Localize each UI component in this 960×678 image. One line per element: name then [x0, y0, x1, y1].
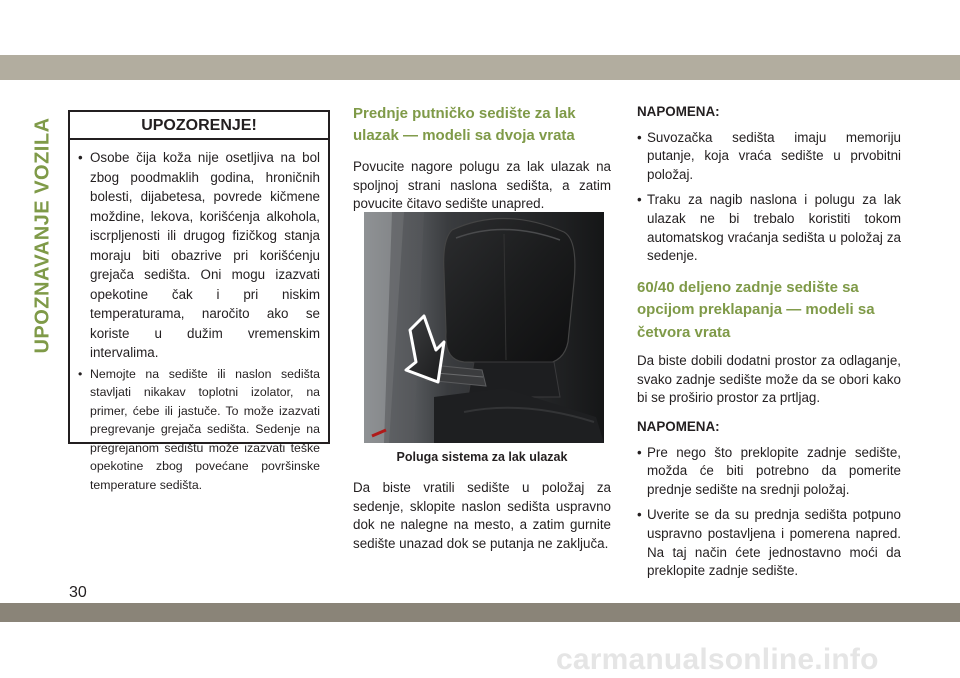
seat-lever-illustration [364, 212, 604, 443]
note-label: NAPOMENA: [637, 104, 720, 119]
rear-seat-description: Da biste dobili dodatni prostor za odlaganje, svako zadnje sedište može da se obori kako bi se proširio prostor za prtljag. [637, 353, 901, 406]
note-item [637, 129, 901, 185]
seat-lever-photo [364, 212, 604, 443]
warning-box [68, 110, 330, 493]
note-item-text: Traku za nagib naslona i polugu za lak ulazak ne bi trebalo koristiti tokom automatskog vraćanja sedišta u položaj za sedenje. [647, 192, 901, 264]
return-seat-instructions: Da biste vratili sedište u položaj za sedenje, sklopite naslon sedišta uspravno dok ne nalegne na mesto, a zatim gurnite sedište unazad dok se putanja ne zaključa. [353, 480, 611, 551]
warning-item-text: Osobe čija koža nije osetljiva na bol zbog poodmaklih godina, hroničnih bolesti, dijabetesa, povrede kičmene moždine, lekova, korišćenja alkohola, iscrpljenosti ili drugog fizičkog stanja moraju biti obazrive pri korišćenju grejača sedišta. Oni mogu izazvati opekotine čak i pri niskim temperaturama, naročito ako se koriste u dužim vremenskim intervalima. [90, 150, 320, 360]
warning-list [70, 148, 328, 495]
bullet-icon: • [78, 366, 83, 381]
right-column [637, 103, 901, 581]
note-label: NAPOMENA: [637, 419, 720, 435]
bottom-color-band [0, 603, 960, 622]
warning-title: UPOZORENJE! [70, 112, 328, 140]
note-item-text: Uverite se da su prednja sedišta potpuno uspravno postavljena i pomerena napred. Na taj način ćete jednostavno moći da preklopite zadnje sedište. [647, 507, 901, 579]
note-item-text: Pre nego što preklopite zadnje sedište, možda će biti potrebno da pomerite prednje sedište na srednji položaj. [647, 444, 901, 497]
page-number: 30 [69, 584, 87, 601]
site-watermark: carmanualsonline.info [556, 643, 879, 676]
bullet-icon: • [637, 444, 642, 460]
note-list [637, 444, 901, 581]
note-item [637, 444, 901, 500]
note-list [637, 129, 901, 266]
easy-entry-instructions: Povucite nagore polugu za lak ulazak na spoljnoj strani naslona sedišta, a zatim povucite čitavo sedište unapred. [353, 159, 611, 212]
note-item [637, 191, 901, 265]
photo-caption: Poluga sistema za lak ulazak [396, 450, 568, 464]
bullet-icon: • [637, 192, 642, 208]
warning-item [78, 148, 320, 363]
top-color-band [0, 55, 960, 80]
warning-item-text: Nemojte na sedište ili naslon sedišta stavljati nikakav toplotni izolator, na primer, ćebe ili jastuče. To može izazvati pregrevanje grejača sedišta. Sedenje na pregrejanom sedištu može izazvati teške opekotine zbog povećane površinske temperature sedišta. [90, 366, 320, 493]
bullet-icon: • [78, 150, 83, 165]
section-heading-rear-seat: 60/40 deljeno zadnje sedište sa opcijom preklapanja — modeli sa četvora vrata [637, 278, 875, 341]
note-item [637, 506, 901, 580]
section-side-label [30, 90, 56, 380]
note-item-text: Suvozačka sedišta imaju memoriju putanje, koja vraća sedište u prvobitni položaj. [647, 129, 901, 182]
middle-column-bottom [353, 479, 611, 553]
bullet-icon: • [637, 129, 642, 145]
warning-item [78, 365, 320, 495]
section-heading-easy-entry: Prednje putničko sedište za lak ulazak — modeli sa dvoja vrata [353, 105, 576, 144]
section-side-label-text: UPOZNAVANJE VOZILA [31, 116, 54, 354]
bullet-icon: • [637, 507, 642, 523]
middle-column [353, 103, 611, 214]
